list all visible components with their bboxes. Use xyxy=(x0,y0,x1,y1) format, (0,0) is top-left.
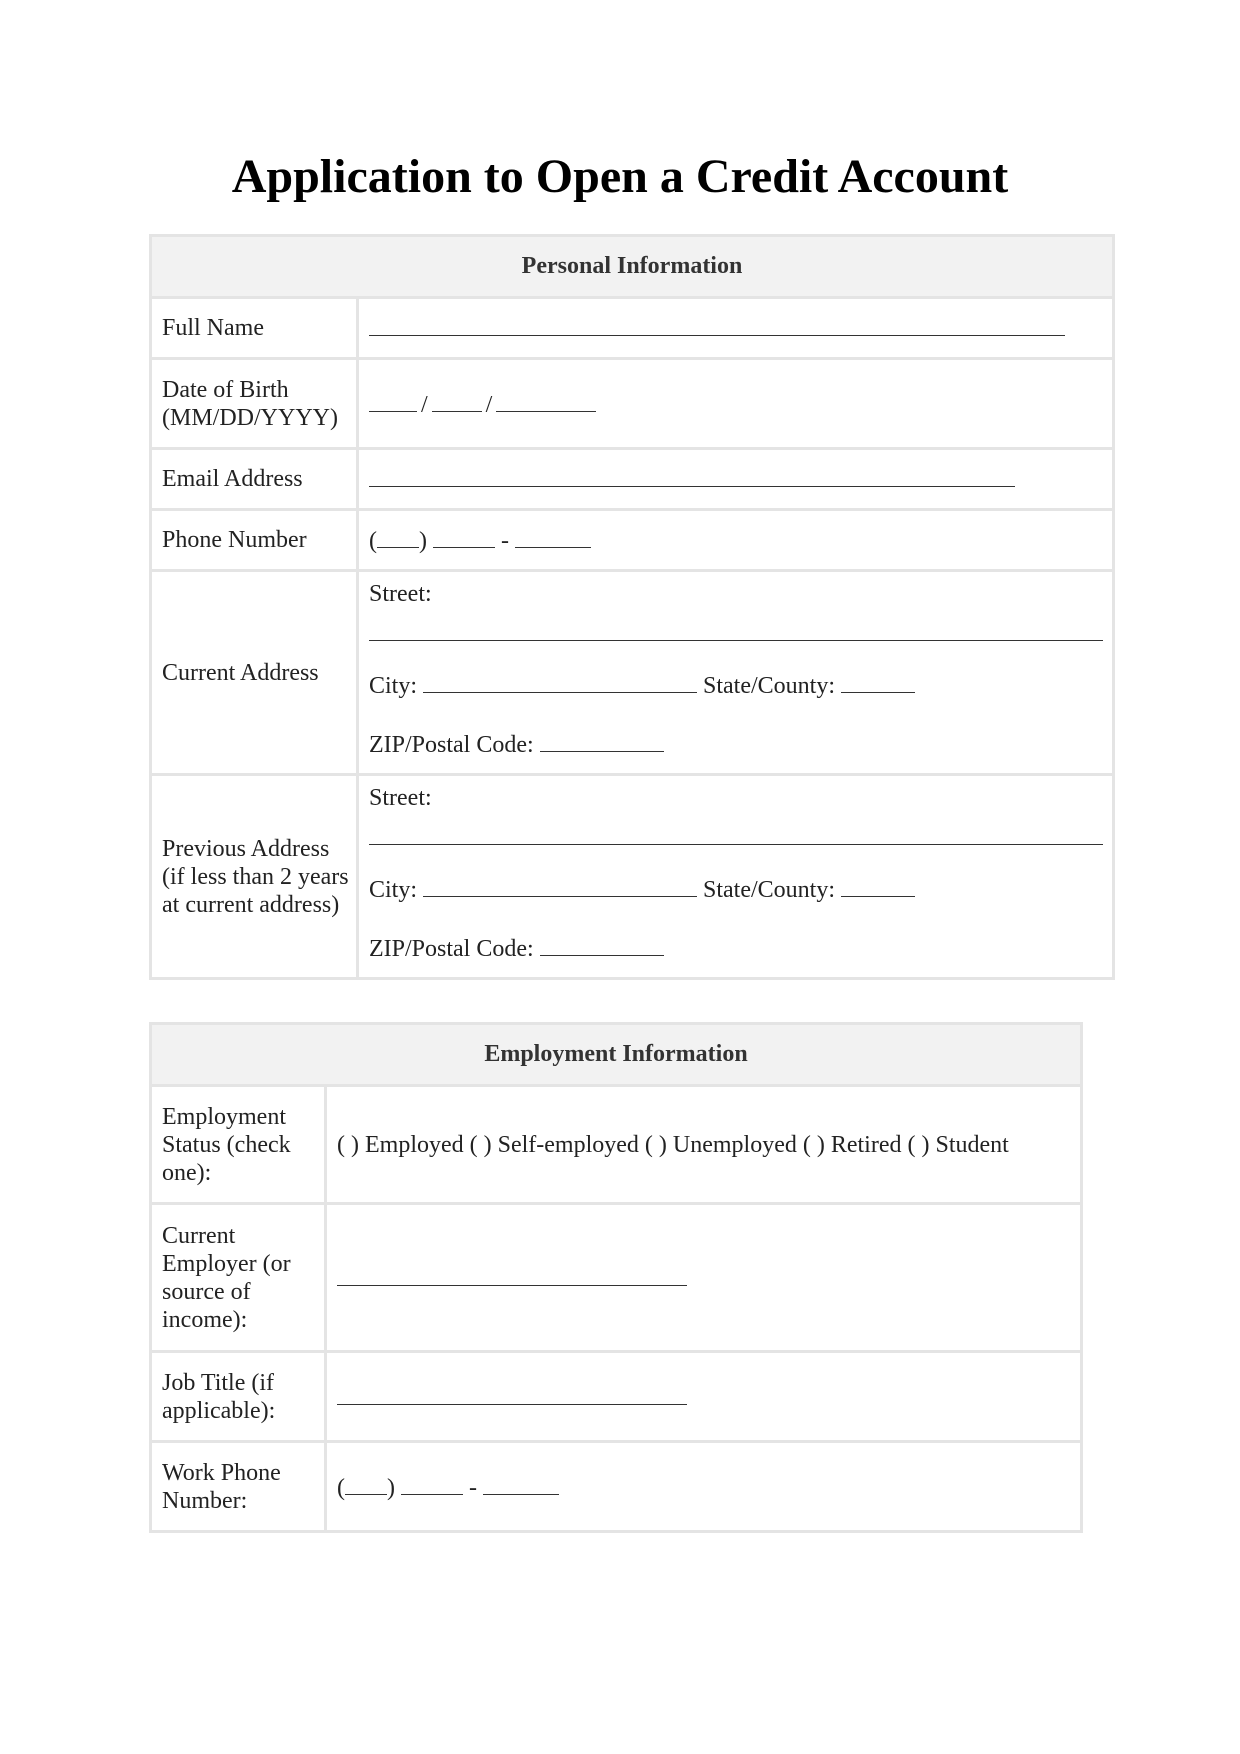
employment-information-table xyxy=(149,1022,1083,1533)
page-title: Application to Open a Credit Account xyxy=(231,150,1009,203)
current-zip-label: ZIP/Postal Code: xyxy=(369,732,534,758)
current-zip-field[interactable] xyxy=(540,729,664,752)
work-phone-close-paren: ) xyxy=(387,1474,395,1501)
current-employer-field[interactable] xyxy=(337,1263,687,1286)
previous-street-label: Street: xyxy=(369,785,432,811)
phone-close-paren: ) xyxy=(419,528,427,554)
full-name-label: Full Name xyxy=(152,299,359,360)
full-name-field[interactable] xyxy=(369,313,1065,336)
personal-information-header: Personal Information xyxy=(152,237,1115,299)
work-phone-area-code-field[interactable] xyxy=(345,1472,387,1495)
employment-information-header: Employment Information xyxy=(152,1025,1083,1087)
email-label: Email Address xyxy=(152,450,359,511)
personal-information-table xyxy=(149,234,1115,980)
phone-row xyxy=(152,511,1115,572)
previous-zip-label: ZIP/Postal Code: xyxy=(369,936,534,962)
previous-street-field[interactable] xyxy=(369,822,1103,845)
employment-status-label: Employment Status (check one): xyxy=(152,1087,327,1205)
current-city-label: City: xyxy=(369,673,418,699)
dob-month-field[interactable] xyxy=(369,389,417,412)
phone-dash: - xyxy=(501,528,509,554)
current-city-field[interactable] xyxy=(423,670,697,693)
previous-address-row xyxy=(152,776,1115,980)
previous-state-label: State/County: xyxy=(703,877,836,903)
employment-status-options[interactable]: ( ) Employed ( ) Self-employed ( ) Unemployed ( ) Retired ( ) Student xyxy=(327,1087,1083,1205)
job-title-row xyxy=(152,1353,1083,1443)
current-street-field[interactable] xyxy=(369,618,1103,641)
phone-open-paren: ( xyxy=(369,528,377,554)
phone-prefix-field[interactable] xyxy=(433,525,495,548)
work-phone-row xyxy=(152,1443,1083,1533)
date-of-birth-row xyxy=(152,360,1115,450)
previous-state-field[interactable] xyxy=(841,874,915,897)
current-state-field[interactable] xyxy=(841,670,915,693)
current-street-label: Street: xyxy=(369,581,432,607)
job-title-label: Job Title (if applicable): xyxy=(152,1353,327,1443)
previous-city-label: City: xyxy=(369,877,418,903)
current-employer-label: Current Employer (or source of income): xyxy=(152,1205,327,1353)
work-phone-prefix-field[interactable] xyxy=(401,1472,463,1495)
job-title-field[interactable] xyxy=(337,1382,687,1405)
employment-status-row xyxy=(152,1087,1083,1205)
dob-separator: / xyxy=(485,391,493,418)
previous-address-label: Previous Address (if less than 2 years at current address) xyxy=(152,776,359,980)
dob-day-field[interactable] xyxy=(432,389,482,412)
work-phone-open-paren: ( xyxy=(337,1474,345,1501)
phone-line-field[interactable] xyxy=(515,525,591,548)
work-phone-line-field[interactable] xyxy=(483,1472,559,1495)
current-employer-row xyxy=(152,1205,1083,1353)
email-field[interactable] xyxy=(369,464,1015,487)
previous-zip-field[interactable] xyxy=(540,933,664,956)
date-of-birth-label: Date of Birth (MM/DD/YYYY) xyxy=(152,360,359,450)
full-name-row xyxy=(152,299,1115,360)
dob-year-field[interactable] xyxy=(496,389,596,412)
current-address-label: Current Address xyxy=(152,572,359,776)
phone-label: Phone Number xyxy=(152,511,359,572)
work-phone-label: Work Phone Number: xyxy=(152,1443,327,1533)
current-state-label: State/County: xyxy=(703,673,836,699)
current-address-row xyxy=(152,572,1115,776)
email-row xyxy=(152,450,1115,511)
dob-separator: / xyxy=(421,391,428,418)
work-phone-dash: - xyxy=(469,1474,477,1501)
previous-city-field[interactable] xyxy=(423,874,697,897)
phone-area-code-field[interactable] xyxy=(377,525,419,548)
